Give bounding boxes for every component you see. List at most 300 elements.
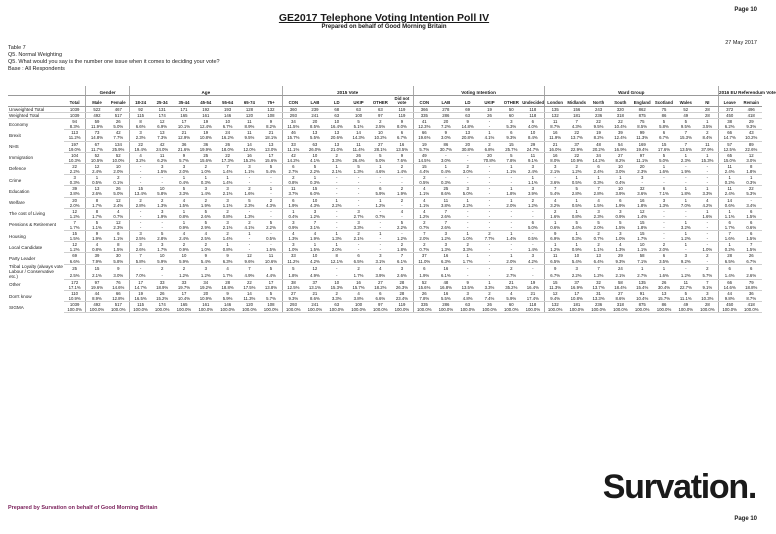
count-cell: 26: [487, 302, 492, 308]
percent-cell: 2.4%: [588, 169, 610, 175]
count-cell: 21: [530, 291, 536, 297]
count-cell: 492: [86, 302, 108, 308]
percent-cell: -: [697, 259, 719, 265]
count-cell: 65: [719, 152, 741, 158]
percent-cell: 5.9%: [500, 296, 522, 302]
count-cell: -: [685, 208, 687, 214]
column-header: Did not vote: [391, 96, 413, 107]
count-cell: 4: [619, 242, 622, 248]
count-cell: 1: [750, 175, 753, 181]
percent-cell: 1.2%: [64, 214, 86, 220]
percent-cell: 11.0%: [413, 259, 435, 265]
percent-cell: 5.8%: [108, 259, 130, 265]
percent-cell: 1.6%: [697, 214, 719, 220]
percent-cell: 1.4%: [631, 214, 653, 220]
count-cell: -: [129, 264, 151, 272]
count-cell: 862: [631, 107, 653, 113]
percent-cell: 6.1%: [435, 272, 457, 280]
count-cell: 7: [684, 141, 687, 147]
percent-cell: 1.2%: [173, 272, 195, 280]
count-cell: -: [336, 186, 338, 192]
percent-cell: 3.5%: [697, 124, 719, 130]
count-cell: 4: [182, 197, 186, 203]
percent-cell: 5.1%: [348, 124, 370, 130]
percent-cell: 1.7%: [64, 225, 86, 231]
count-cell: 3: [466, 186, 469, 192]
count-cell: 9: [544, 264, 566, 272]
percent-cell: 10.4%: [173, 296, 195, 302]
percent-cell: 100.0%: [609, 307, 631, 313]
count-cell: 193: [217, 107, 239, 113]
percent-cell: 8.0%: [391, 124, 413, 130]
count-cell: 1: [313, 242, 317, 248]
count-cell: 5: [357, 119, 360, 125]
count-cell: 6: [117, 231, 120, 237]
row-label: Unweighted Total: [8, 107, 64, 113]
percent-cell: 1.8%: [740, 169, 762, 175]
percent-cell: 21.6%: [173, 147, 195, 153]
count-cell: 4: [117, 208, 120, 214]
percent-cell: 100.0%: [173, 307, 195, 313]
count-cell: 181: [566, 113, 588, 119]
count-cell: 2: [510, 265, 513, 271]
count-cell: 36: [203, 141, 209, 147]
count-cell: 2: [706, 265, 709, 271]
count-cell: 2: [129, 197, 151, 203]
percent-cell: 0.7%: [369, 214, 391, 220]
percent-cell: -: [129, 169, 151, 175]
count-cell: 9: [466, 119, 469, 125]
count-cell: 39: [617, 130, 623, 136]
percent-cell: -: [260, 214, 282, 220]
percent-cell: 100.0%: [348, 307, 370, 313]
percent-cell: 3.0%: [435, 135, 457, 141]
count-cell: -: [706, 219, 709, 225]
percent-cell: 17.6%: [653, 147, 675, 153]
percent-cell: 1.4%: [500, 236, 522, 242]
percent-cell: 3.2%: [129, 158, 151, 164]
percent-cell: 1.2%: [369, 203, 391, 209]
report-subtitle: Prepared on behalf of Good Morning Britain: [321, 24, 447, 30]
percent-cell: -: [457, 225, 479, 231]
count-cell: 1: [488, 279, 491, 285]
count-cell: 6: [719, 264, 741, 272]
count-cell: 3: [706, 291, 709, 297]
count-cell: 7: [73, 219, 76, 225]
count-cell: -: [379, 219, 382, 225]
percent-cell: 2.3%: [239, 203, 261, 209]
percent-cell: -: [479, 259, 501, 265]
count-cell: 52: [413, 279, 435, 285]
percent-cell: 100.0%: [195, 307, 217, 313]
percent-cell: 9.1%: [697, 285, 719, 291]
count-cell: 49: [413, 152, 435, 158]
count-cell: 10: [181, 253, 187, 259]
percent-cell: 5.9%: [217, 296, 239, 302]
percent-cell: 8.4%: [697, 135, 719, 141]
percent-cell: 0.7%: [413, 247, 435, 253]
count-cell: 9: [182, 152, 186, 158]
percent-cell: 5.4%: [260, 169, 282, 175]
percent-cell: 4.1%: [239, 225, 261, 231]
percent-cell: 1.9%: [304, 236, 326, 242]
percent-cell: 0.5%: [260, 236, 282, 242]
count-cell: 171: [173, 107, 195, 113]
row-label: Immigration: [9, 155, 33, 161]
percent-cell: 2.2%: [326, 203, 348, 209]
count-cell: 7: [413, 231, 435, 237]
count-cell: -: [445, 152, 447, 158]
count-cell: -: [488, 265, 491, 271]
count-cell: 13: [334, 141, 340, 147]
percent-cell: 18.8%: [217, 285, 239, 291]
percent-cell: 13.7%: [588, 285, 610, 291]
count-cell: 2: [466, 163, 469, 169]
count-cell: 5: [575, 219, 578, 225]
count-cell: 26: [115, 119, 121, 125]
count-cell: 46: [282, 130, 304, 136]
percent-cell: 100.0%: [326, 307, 348, 313]
count-cell: 25: [443, 186, 449, 192]
count-cell: 63: [326, 113, 348, 119]
count-cell: -: [663, 175, 665, 181]
percent-cell: 2.8%: [129, 203, 151, 209]
count-cell: -: [336, 208, 338, 214]
count-cell: 5: [662, 119, 666, 125]
count-cell: -: [488, 186, 491, 192]
percent-cell: 5.3%: [740, 191, 762, 197]
count-cell: 5: [269, 265, 273, 271]
percent-cell: 1.7%: [719, 225, 741, 231]
percent-cell: -: [500, 225, 522, 231]
percent-cell: 14.8%: [457, 124, 479, 130]
row-label: The cost of Living: [9, 211, 46, 217]
count-cell: 3: [544, 163, 566, 169]
count-cell: 119: [391, 113, 413, 119]
count-cell: -: [532, 242, 534, 248]
count-cell: 75: [653, 107, 675, 113]
count-cell: 119: [391, 107, 413, 113]
percent-cell: 9.3%: [282, 296, 304, 302]
table-row-percent: [8, 272, 762, 280]
count-cell: 6: [597, 163, 600, 169]
count-cell: 2: [117, 175, 120, 181]
percent-cell: -: [697, 225, 719, 231]
count-cell: 15: [413, 163, 435, 169]
count-cell: 241: [311, 302, 319, 308]
percent-cell: 100.0%: [413, 307, 435, 313]
count-cell: 165: [180, 302, 188, 308]
count-cell: -: [466, 208, 469, 214]
percent-cell: 1.1%: [631, 247, 653, 253]
count-cell: 16: [544, 152, 566, 158]
percent-cell: 8.2%: [588, 135, 610, 141]
count-cell: 31: [596, 291, 601, 297]
percent-cell: 9.2%: [675, 259, 697, 265]
count-cell: 3: [662, 197, 666, 203]
percent-cell: 1.2%: [64, 247, 86, 253]
count-cell: 4: [706, 197, 709, 203]
percent-cell: 1.9%: [413, 272, 435, 280]
count-cell: -: [466, 152, 469, 158]
count-cell: 3: [575, 265, 578, 271]
percent-cell: 1.3%: [435, 247, 457, 253]
percent-cell: 1.0%: [195, 169, 217, 175]
percent-cell: 12.4%: [609, 135, 631, 141]
percent-cell: 10.9%: [64, 296, 86, 302]
percent-cell: 30.4%: [653, 285, 675, 291]
percent-cell: -: [697, 180, 719, 186]
percent-cell: 4.6%: [369, 169, 391, 175]
count-cell: 48: [443, 279, 449, 285]
percent-cell: 15.3%: [675, 135, 697, 141]
percent-cell: -: [500, 214, 522, 220]
count-cell: 132: [544, 113, 566, 119]
count-cell: -: [270, 175, 272, 181]
percent-cell: 19.6%: [86, 285, 108, 291]
percent-cell: 10.4%: [609, 124, 631, 130]
count-cell: 86: [653, 113, 675, 119]
count-cell: 236: [594, 302, 603, 308]
percent-cell: 2.5%: [129, 236, 151, 242]
count-cell: 4: [182, 231, 186, 237]
column-header: 25-34: [151, 96, 173, 107]
percent-cell: 1.2%: [675, 236, 697, 242]
percent-cell: 1.5%: [740, 236, 762, 242]
group-header: 2015 Vote: [282, 86, 413, 96]
count-cell: 174: [151, 113, 173, 119]
percent-cell: 10.4%: [631, 296, 653, 302]
percent-cell: 9.3%: [609, 259, 631, 265]
percent-cell: 1.8%: [391, 247, 413, 253]
count-cell: 10: [159, 186, 165, 192]
percent-cell: 0.8%: [217, 214, 239, 220]
count-cell: 3: [444, 242, 448, 248]
percent-cell: 1.2%: [544, 247, 566, 253]
percent-cell: 14.6%: [719, 285, 741, 291]
count-cell: 4: [379, 265, 382, 271]
column-header: LAB: [304, 96, 326, 107]
count-cell: 42: [115, 130, 121, 136]
percent-cell: 15.0%: [719, 158, 741, 164]
percent-cell: -: [348, 203, 370, 209]
row-label: Don't know: [9, 293, 32, 299]
percent-cell: 8.0%: [544, 158, 566, 164]
group-header: 2016 EU Referendum Vote: [719, 86, 763, 96]
percent-cell: 1.3%: [653, 203, 675, 209]
count-cell: 44: [719, 291, 741, 297]
percent-cell: -: [522, 214, 544, 220]
percent-cell: 100.0%: [369, 307, 391, 313]
count-cell: 1: [544, 219, 566, 225]
percent-cell: 4.3%: [304, 203, 326, 209]
percent-cell: -: [391, 203, 413, 209]
percent-cell: 6.7%: [391, 135, 413, 141]
count-cell: 12: [86, 163, 108, 169]
percent-cell: 2.5%: [195, 236, 217, 242]
count-cell: -: [532, 265, 534, 271]
count-cell: 28: [225, 279, 230, 285]
percent-cell: 14.7%: [719, 135, 741, 141]
row-label: Weighted Total: [8, 113, 64, 119]
count-cell: 22: [748, 186, 754, 192]
count-cell: 38: [719, 119, 741, 125]
count-cell: 3: [282, 219, 304, 225]
percent-cell: 0.9%: [609, 214, 631, 220]
percent-cell: 0.1%: [108, 180, 130, 186]
percent-cell: 14.5%: [413, 158, 435, 164]
percent-cell: 0.3%: [195, 180, 217, 186]
count-cell: 60: [508, 302, 514, 308]
percent-cell: 2.1%: [326, 169, 348, 175]
count-cell: 9: [544, 231, 566, 237]
count-cell: -: [510, 242, 513, 248]
count-cell: -: [706, 231, 709, 237]
count-cell: 293: [282, 302, 304, 308]
percent-cell: 8.5%: [304, 124, 326, 130]
percent-cell: 100.0%: [653, 307, 675, 313]
count-cell: 7: [444, 208, 448, 214]
percent-cell: 7.8%: [413, 296, 435, 302]
percent-cell: 3.8%: [64, 191, 86, 197]
count-cell: 115: [129, 113, 151, 119]
percent-cell: -: [675, 247, 697, 253]
percent-cell: -: [500, 180, 522, 186]
count-cell: 12: [544, 291, 566, 297]
count-cell: 11: [530, 152, 536, 158]
percent-cell: 18.9%: [151, 285, 173, 291]
count-cell: 3: [313, 208, 317, 214]
count-cell: 12: [115, 219, 121, 225]
count-cell: 10: [312, 253, 318, 259]
percent-cell: 1.9%: [609, 203, 631, 209]
row-label: Brexit: [9, 132, 21, 138]
count-cell: 9: [86, 231, 108, 237]
count-cell: 7: [444, 219, 448, 225]
percent-cell: 0.8%: [86, 247, 108, 253]
percent-cell: 0.4%: [609, 180, 631, 186]
column-header: NI: [697, 96, 719, 107]
count-cell: 16: [639, 197, 645, 203]
count-cell: 320: [609, 107, 631, 113]
count-cell: 2: [413, 242, 435, 248]
count-cell: 15: [312, 186, 318, 192]
percent-cell: 6.6%: [129, 124, 151, 130]
count-cell: 33: [181, 279, 187, 285]
percent-cell: 3.3%: [457, 247, 479, 253]
column-header: LAB: [435, 96, 457, 107]
count-cell: 15: [661, 141, 667, 147]
percent-cell: 1.5%: [108, 247, 130, 253]
percent-cell: 10.8%: [566, 296, 588, 302]
percent-cell: 11.3%: [631, 135, 653, 141]
count-cell: 2: [466, 242, 469, 248]
percent-cell: 7.0%: [675, 203, 697, 209]
percent-cell: -: [348, 180, 370, 186]
percent-cell: 8.7%: [544, 124, 566, 130]
count-cell: 20: [203, 291, 209, 297]
count-cell: 63: [312, 141, 318, 147]
count-cell: 19: [530, 279, 536, 285]
percent-cell: -: [239, 247, 261, 253]
count-cell: 58: [617, 279, 623, 285]
count-cell: 1: [575, 242, 578, 248]
percent-cell: 2.0%: [500, 259, 522, 265]
count-cell: 13: [159, 130, 165, 136]
count-cell: 2: [357, 231, 360, 237]
percent-cell: 1.7%: [217, 272, 239, 280]
count-cell: 28: [704, 302, 710, 308]
percent-cell: 18.0%: [217, 147, 239, 153]
count-cell: 1: [313, 175, 317, 181]
percent-cell: 1.3%: [282, 236, 304, 242]
percent-cell: 0.4%: [282, 214, 304, 220]
percent-cell: 12.3%: [413, 124, 435, 130]
percent-cell: 1.1%: [413, 203, 435, 209]
count-cell: 108: [267, 302, 275, 308]
count-cell: 1: [719, 208, 741, 214]
percent-cell: 6.2%: [151, 158, 173, 164]
count-cell: 2: [706, 253, 709, 259]
count-cell: 5: [86, 219, 108, 225]
count-cell: 1: [662, 163, 666, 169]
count-cell: 1: [531, 175, 535, 181]
count-cell: 76: [115, 279, 121, 285]
percent-cell: -: [326, 272, 348, 280]
percent-cell: 6.5%: [719, 259, 741, 265]
percent-cell: 6.3%: [217, 259, 239, 265]
count-cell: 37: [574, 279, 580, 285]
percent-cell: -: [479, 203, 501, 209]
percent-cell: 4.1%: [479, 135, 501, 141]
count-cell: 236: [588, 113, 610, 119]
percent-cell: 5.0%: [108, 124, 130, 130]
row-label: Welfare: [9, 200, 25, 206]
count-cell: 12: [72, 242, 78, 248]
percent-cell: 2.6%: [129, 247, 151, 253]
percent-cell: 17.3%: [217, 158, 239, 164]
percent-cell: 30.7%: [435, 147, 457, 153]
percent-cell: 9.6%: [239, 259, 261, 265]
count-cell: 5: [282, 264, 304, 272]
count-cell: 7: [129, 253, 151, 259]
count-cell: 19: [413, 141, 435, 147]
percent-cell: 1.1%: [239, 169, 261, 175]
percent-cell: 1.5%: [740, 214, 762, 220]
percent-cell: -: [129, 214, 151, 220]
count-cell: 29: [530, 141, 536, 147]
percent-cell: 5.4%: [544, 191, 566, 197]
percent-cell: 5.4%: [566, 259, 588, 265]
percent-cell: -: [260, 180, 282, 186]
footer-note: Prepared by Survation on behalf of Good Morning Britain: [8, 505, 158, 511]
count-cell: -: [379, 208, 382, 214]
count-cell: 26: [661, 279, 667, 285]
count-cell: 9: [204, 253, 207, 259]
count-cell: 197: [71, 141, 79, 147]
count-cell: 6: [400, 130, 404, 136]
percent-cell: 9.8%: [719, 296, 741, 302]
count-cell: 10: [617, 186, 623, 192]
count-cell: 6: [750, 231, 753, 237]
count-cell: 4: [413, 186, 435, 192]
count-cell: 1: [204, 175, 207, 181]
percent-cell: -: [348, 191, 370, 197]
percent-cell: 18.4%: [609, 285, 631, 291]
crosstab-table: [8, 86, 776, 313]
percent-cell: 8.5%: [631, 124, 653, 130]
percent-cell: 2.4%: [86, 169, 108, 175]
